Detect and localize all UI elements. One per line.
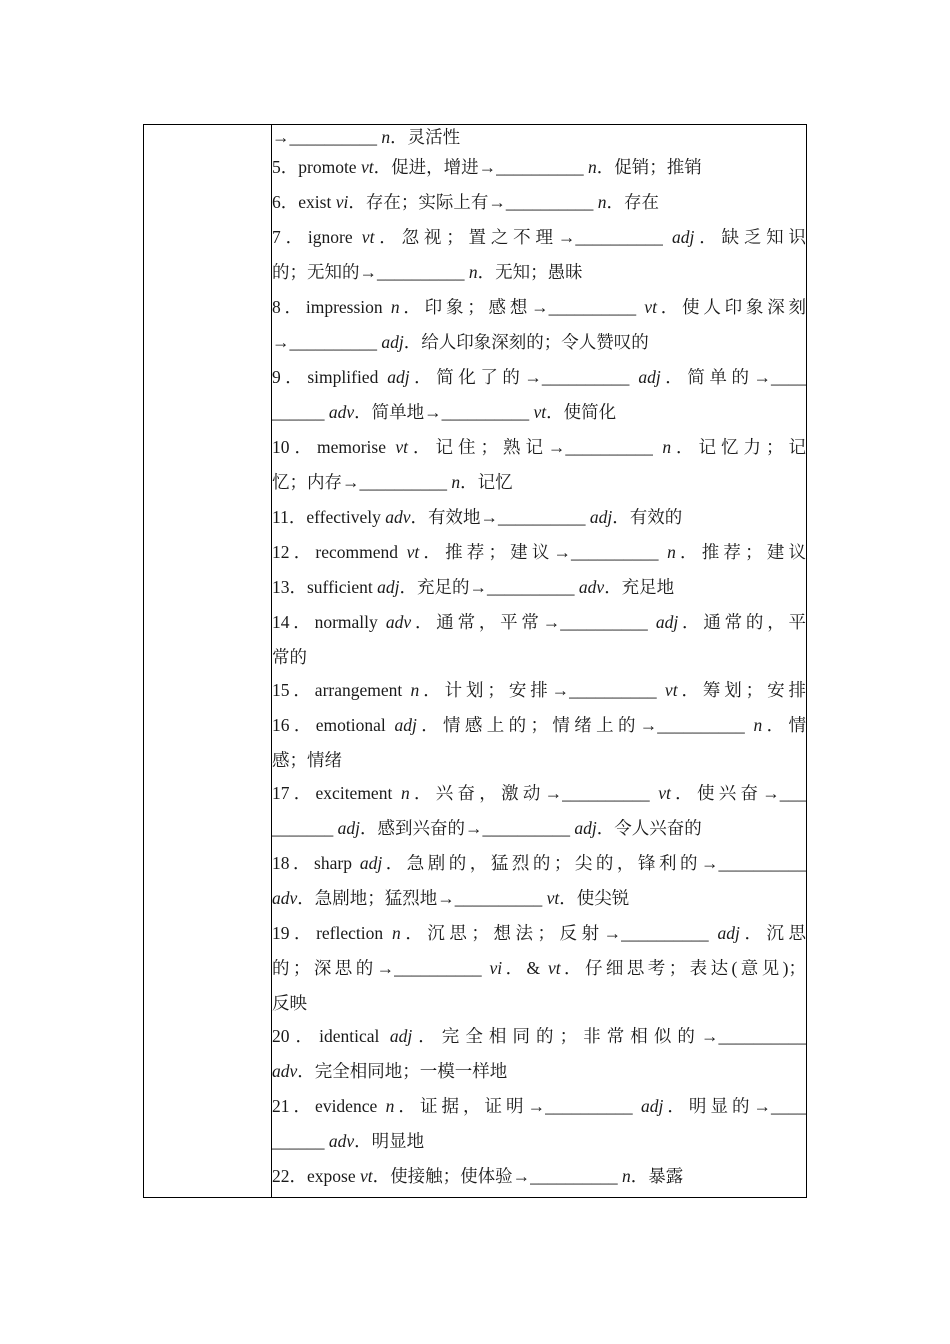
text-line: 22．expose vt．使接触；使体验→__________ n．暴露 [272, 1166, 684, 1186]
text-line: →__________ adj．给人印象深刻的；令人赞叹的 [272, 332, 649, 352]
text-line: 16．emotional adj．情感上的；情绪上的→__________ n．情 [272, 715, 807, 735]
text-line: 13．sufficient adj．充足的→__________ adv．充足地 [272, 577, 675, 597]
text-line: 常的 [272, 647, 307, 667]
text-line: _______ adj．感到兴奋的→__________ adj．令人兴奋的 [272, 818, 702, 838]
text-line: ______ adv．明显地 [272, 1131, 425, 1151]
text-line: 8．impression n．印象；感想→__________ vt．使人印象深刻 [272, 297, 806, 317]
vocabulary-cell [272, 125, 807, 1198]
text-line: 6．exist vi．存在；实际上有→__________ n．存在 [272, 192, 659, 212]
text-line: 5．promote vt．促进，增进→__________ n．促销；推销 [272, 157, 702, 177]
text-line: 的；无知的→__________ n．无知；愚昧 [272, 262, 583, 282]
vocabulary-table [143, 124, 807, 1198]
text-line: 14．normally adv．通常，平常→__________ adj．通常的，平 [272, 612, 806, 632]
text-line: ______ adv．简单地→__________ vt．使简化 [272, 402, 617, 422]
text-line: 忆；内存→__________ n．记忆 [272, 472, 513, 492]
text-line: →__________ n．灵活性 [272, 127, 461, 147]
text-line: 12．recommend vt．推荐；建议→__________ n．推荐；建议 [272, 542, 807, 562]
text-line: adv．急剧地；猛烈地→__________ vt．使尖锐 [272, 888, 630, 908]
text-line: 20．identical adj．完全相同的；非常相似的→__________ [272, 1026, 806, 1046]
table-row [144, 125, 807, 1198]
text-line: 9．simplified adj．简化了的→__________ adj．简单的→____ [272, 367, 807, 387]
text-line: 21．evidence n．证据，证明→__________ adj．明显的→____ [272, 1096, 806, 1116]
empty-left-cell [144, 125, 272, 1198]
text-line: 17．excitement n．兴奋，激动→__________ vt．使兴奋→___ [272, 783, 807, 803]
text-line: 的；深思的→__________ vi．& vt．仔细思考；表达(意见)； [272, 958, 806, 978]
text-line: 反映 [272, 993, 307, 1013]
text-line: 19．reflection n．沉思；想法；反射→__________ adj．沉思 [272, 923, 807, 943]
text-line: 11．effectively adv．有效地→__________ adj．有效的 [272, 507, 683, 527]
text-line: 7．ignore vt．忽视；置之不理→__________ adj．缺乏知识 [272, 227, 806, 247]
text-line: adv．完全相同地；一模一样地 [272, 1061, 508, 1081]
text-line: 18．sharp adj．急剧的，猛烈的；尖的，锋利的→__________ [272, 853, 807, 873]
text-line: 感；情绪 [272, 750, 342, 770]
text-line: 15．arrangement n．计划；安排→__________ vt．筹划；安排 [272, 680, 806, 700]
text-line: 10．memorise vt．记住；熟记→__________ n．记忆力；记 [272, 437, 807, 457]
